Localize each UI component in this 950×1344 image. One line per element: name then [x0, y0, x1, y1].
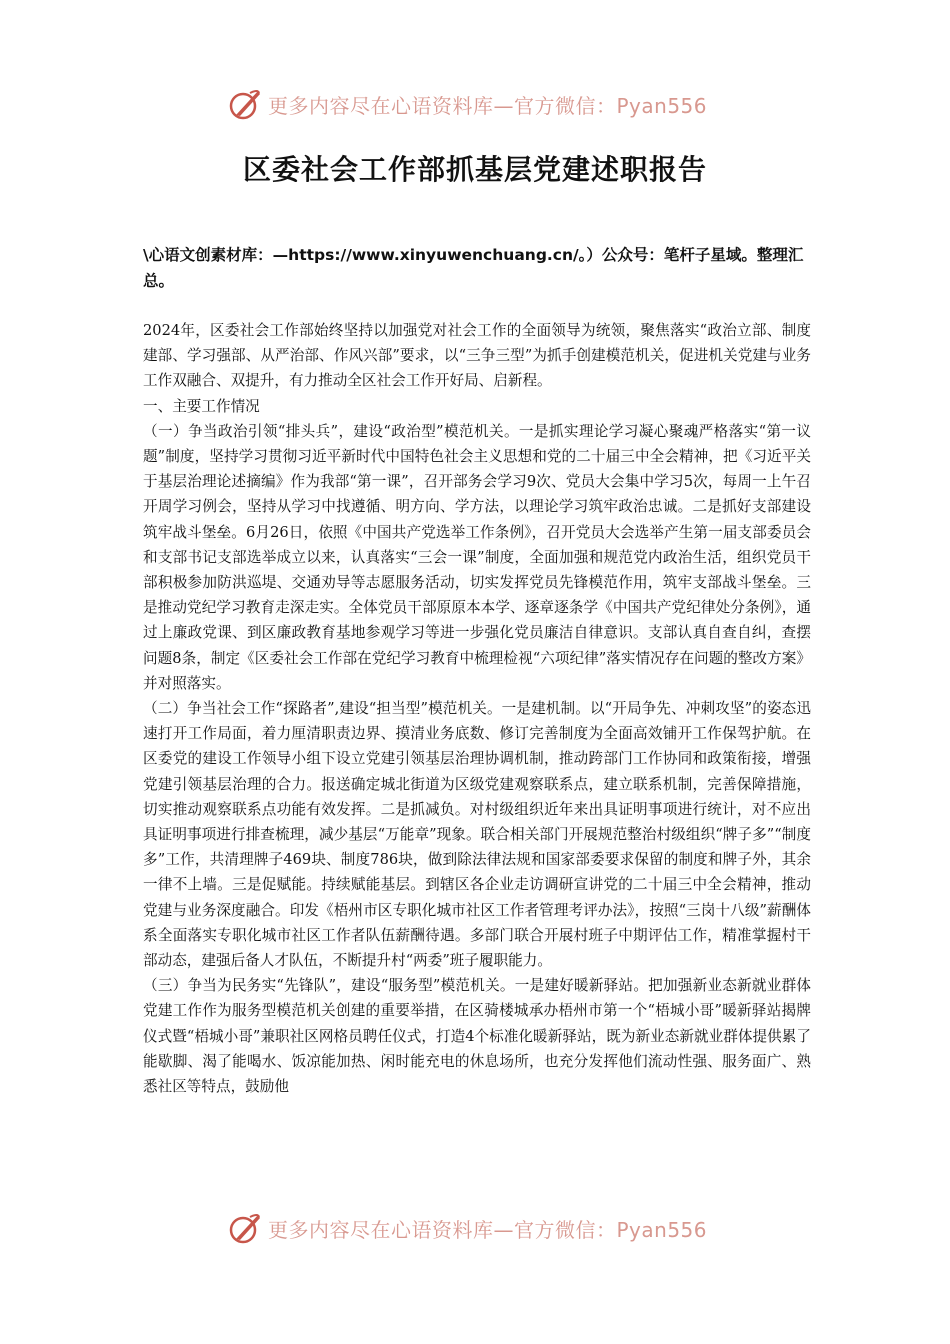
- footer-banner: [228, 1206, 728, 1250]
- page-title: 区委社会工作部抓基层党建述职报告: [242, 153, 707, 186]
- quill-pen-logo-icon: [228, 87, 262, 121]
- paragraph: 2024年，区委社会工作部始终坚持以加强党对社会工作的全面领导为统领，聚焦落实“政治立部、制度建部、学习强部、从严治部、作风兴部”要求，以“三争三型”为抓手创建模范机关，促进机关党建与业务工作双融合、双提升，有力推动全区社会工作开好局、启新程。: [143, 322, 811, 390]
- section-heading: 一、主要工作情况: [143, 397, 260, 415]
- banner-text: 更多内容尽在心语资料库—官方微信：Pyan556: [268, 1217, 708, 1242]
- paragraph: （二）争当社会工作“探路者”,建设“担当型”模范机关。一是建机制。以“开局争先、冲刺攻坚”的姿态迅速打开工作局面，着力厘清职责边界、摸清业务底数、修订完善制度为全面高效铺开工作保驾护航。在区委党的建设工作领导小组下设立党建引领基层治理协调机制，推动跨部门工作协同和政策衔接，增强党建引领基层治理的合力。报送确定城北街道为区级党建观察联系点，建立联系机制，完善保障措施，切实推动观察联系点功能有效发挥。二是抓减负。对村级组织近年来出具证明事项进行统计，对不应出具证明事项进行排查梳理，减少基层“万能章”现象。联合相关部门开展规范整治村级组织“牌子多”“制度多”工作，共清理牌子469块、制度786块，做到除法律法规和国家部委要求保留的制度和牌子外，其余一律不上墙。三是促赋能。持续赋能基层。到辖区各企业走访调研宣讲党的二十届三中全会精神，推动党建与业务深度融合。印发《梧州市区专职化城市社区工作者管理考评办法》，按照“三岗十八级”薪酬体系全面落实专职化城市社区工作者队伍薪酬待遇。多部门联合开展村班子中期评估工作，精准掌握村干部动态，建强后备人才队伍，不断提升村“两委”班子履职能力。: [143, 700, 811, 970]
- header-banner: [228, 82, 728, 126]
- paragraph: （三）争当为民务实“先锋队”，建设“服务型”模范机关。一是建好暖新驿站。把加强新业态新就业群体党建工作作为服务型模范机关创建的重要举措，在区骑楼城承办梧州市第一个“梧城小哥”暖新驿站揭牌仪式暨“梧城小哥”兼职社区网格员聘任仪式，打造4个标准化暖新驿站，既为新业态新就业群体提供累了能歇脚、渴了能喝水、饭凉能加热、闲时能充电的休息场所，也充分发挥他们流动性强、服务面广、熟悉社区等特点，鼓励他: [143, 977, 811, 1096]
- source-line: \心语文创素材库：—https://www.xinyuwenchuang.cn/。）公众号：笔杆子星域。整理汇总。: [143, 246, 804, 290]
- quill-pen-logo-icon: [228, 1211, 262, 1245]
- paragraph: （一）争当政治引领“排头兵”，建设“政治型”模范机关。一是抓实理论学习凝心聚魂严格落实“第一议题”制度，坚持学习贯彻习近平新时代中国特色社会主义思想和党的二十届三中全会精神，把《习近平关于基层治理论述摘编》作为我部“第一课”，召开部务会学习9次、党员大会集中学习5次，每周一上午召开周学习例会，坚持从学习中找遵循、明方向、学方法，以理论学习筑牢政治忠诚。二是抓好支部建设筑牢战斗堡垒。6月26日，依照《中国共产党选举工作条例》，召开党员大会选举产生第一届支部委员会和支部书记支部选举成立以来，认真落实“三会一课”制度，全面加强和规范党内政治生活，组织党员干部积极参加防洪巡堤、交通劝导等志愿服务活动，切实发挥党员先锋模范作用，筑牢支部战斗堡垒。三是推动党纪学习教育走深走实。全体党员干部原原本本学、逐章逐条学《中国共产党纪律处分条例》，通过上廉政党课、到区廉政教育基地参观学习等进一步强化党员廉洁自律意识。支部认真自查自纠，查摆问题8条，制定《区委社会工作部在党纪学习教育中梳理检视“六项纪律”落实情况存在问题的整改方案》并对照落实。: [143, 422, 811, 692]
- document-body: [143, 318, 811, 1099]
- banner-text: 更多内容尽在心语资料库—官方微信：Pyan556: [268, 93, 708, 118]
